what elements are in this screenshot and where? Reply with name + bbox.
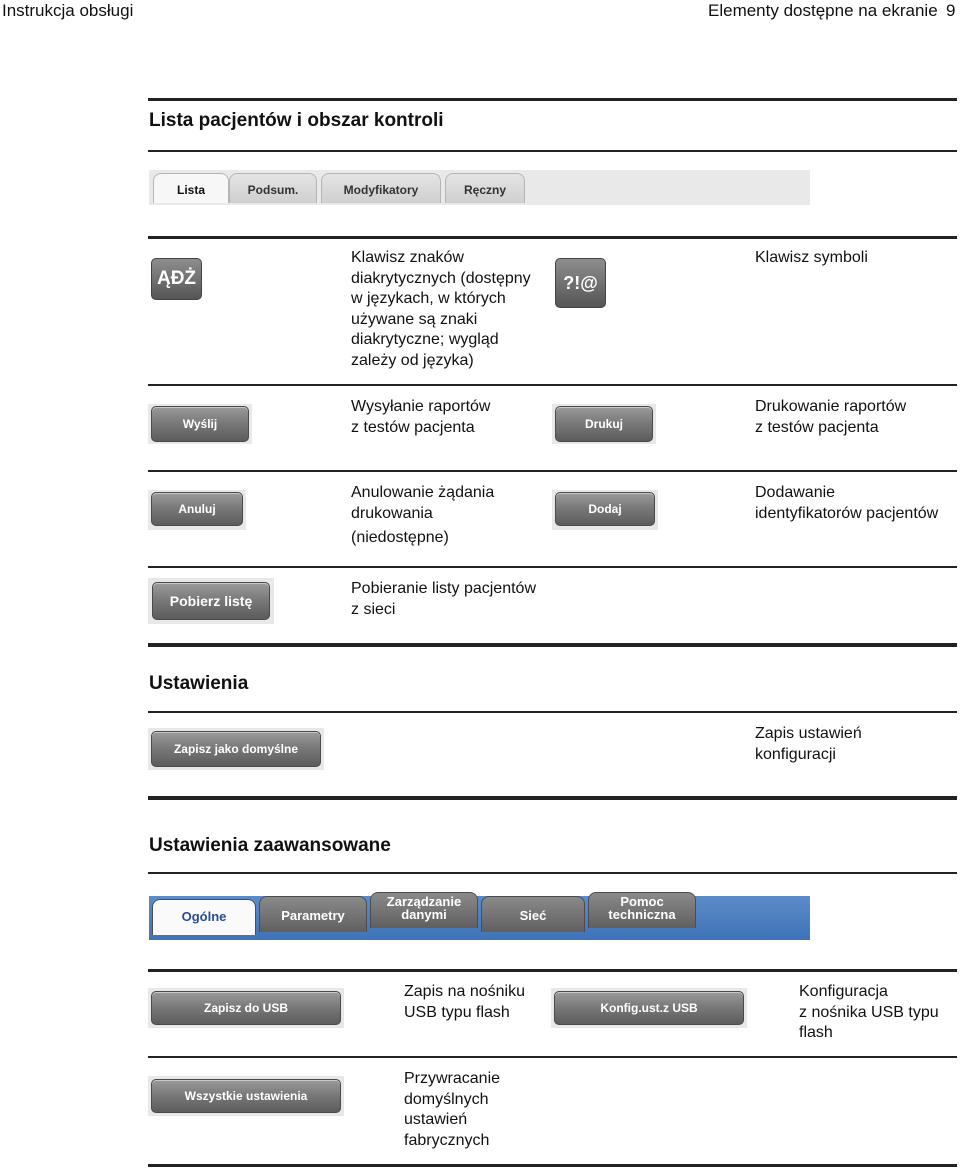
section-rule — [148, 643, 957, 647]
add-button[interactable]: Dodaj — [555, 492, 655, 526]
table-rule — [148, 470, 957, 472]
tab-lista[interactable]: Lista — [153, 173, 229, 203]
config-from-usb-description: Konfiguracja z nośnika USB typu flash — [799, 983, 939, 1041]
print-button[interactable]: Drukuj — [555, 406, 653, 442]
tab-pomoc-techniczna[interactable]: Pomoc techniczna — [588, 892, 696, 928]
table-rule — [148, 384, 957, 386]
section-rule — [148, 796, 957, 800]
save-to-usb-description: Zapis na nośniku USB typu flash — [404, 983, 525, 1021]
tab-podsum[interactable]: Podsum. — [229, 173, 317, 203]
tab-siec[interactable]: Sieć — [481, 896, 585, 932]
table-rule — [148, 566, 957, 568]
tab-parametry[interactable]: Parametry — [259, 896, 367, 932]
add-description: Dodawanie identyfikatorów pacjentów — [755, 484, 939, 522]
symbol-key-icon: ?!@ — [555, 258, 606, 308]
save-to-usb-button[interactable]: Zapisz do USB — [151, 991, 341, 1025]
header-manual-title: Instrukcja obsługi — [2, 1, 134, 20]
section-title-settings: Ustawienia — [149, 673, 249, 694]
fetch-list-description: Pobieranie listy pacjentów z sieci — [351, 580, 536, 618]
advanced-tab-strip — [149, 896, 810, 940]
save-as-default-description: Zapis ustawień konfiguracji — [755, 725, 862, 763]
all-settings-description: Przywracanie domyślnych ustawień fabrycznych — [404, 1070, 501, 1149]
table-rule — [148, 1164, 957, 1167]
all-settings-button[interactable]: Wszystkie ustawienia — [151, 1079, 341, 1113]
table-rule — [148, 236, 957, 239]
patient-tab-strip — [149, 170, 810, 205]
table-rule — [148, 969, 957, 972]
section-title-patient-list: Lista pacjentów i obszar kontroli — [149, 110, 444, 131]
tab-modyfikatory[interactable]: Modyfikatory — [321, 173, 441, 203]
diacritic-key-icon: ĄĐŻ — [151, 258, 202, 300]
page-number: 9 — [946, 1, 956, 20]
tab-ogolne[interactable]: Ogólne — [152, 899, 256, 935]
cancel-button[interactable]: Anuluj — [151, 492, 243, 526]
section-title-advanced-settings: Ustawienia zaawansowane — [149, 835, 391, 856]
header-section-title: Elementy dostępne na ekranie — [708, 1, 938, 20]
send-description: Wysyłanie raportów z testów pacjenta — [351, 398, 491, 436]
cancel-description: Anulowanie żądania drukowania (niedostępne) — [351, 484, 495, 546]
tab-zarzadzanie-danymi[interactable]: Zarządzanie danymi — [370, 892, 478, 928]
save-as-default-button[interactable]: Zapisz jako domyślne — [151, 731, 321, 767]
section-rule — [148, 872, 957, 874]
config-from-usb-button[interactable]: Konfig.ust.z USB — [554, 991, 744, 1025]
symbol-key-description: Klawisz symboli — [755, 249, 868, 266]
section-rule — [148, 711, 957, 713]
tab-reczny[interactable]: Ręczny — [445, 173, 525, 203]
fetch-list-button[interactable]: Pobierz listę — [152, 582, 270, 620]
diacritic-key-description: Klawisz znaków diakrytycznych (dostępny w językach, w których używane są znaki diakrytyczne; wygląd zależy od języka) — [351, 249, 531, 369]
section-rule — [148, 98, 957, 101]
section-rule — [148, 150, 957, 152]
send-button[interactable]: Wyślij — [151, 406, 249, 442]
print-description: Drukowanie raportów z testów pacjenta — [755, 398, 907, 436]
table-rule — [148, 1056, 957, 1058]
